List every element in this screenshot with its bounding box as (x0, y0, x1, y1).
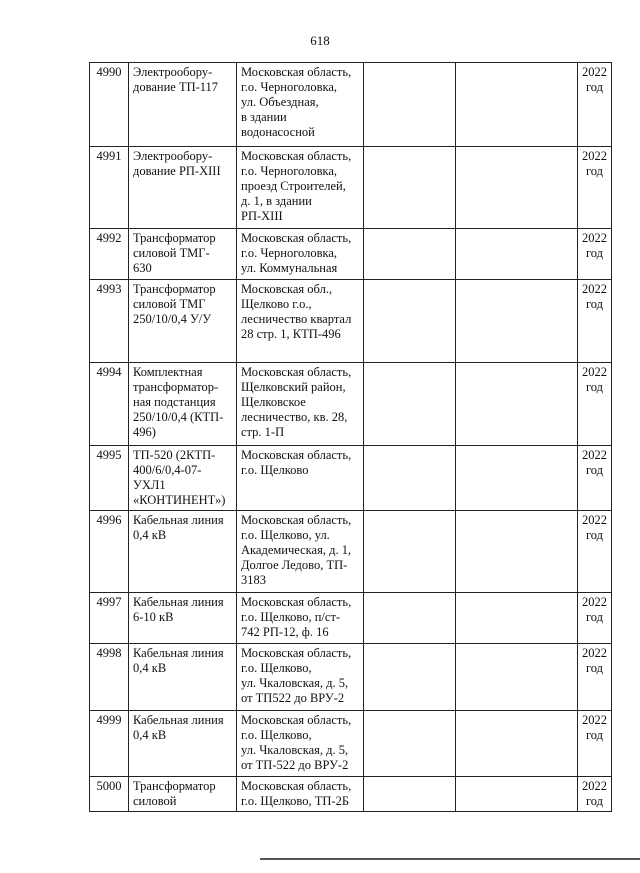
item-year: 2022 год (578, 363, 612, 446)
table-row (90, 777, 612, 812)
footer-rule (260, 858, 640, 860)
empty-cell (364, 593, 456, 644)
empty-cell (456, 446, 578, 511)
item-year: 2022 год (578, 511, 612, 593)
table-row (90, 511, 612, 593)
row-number: 4993 (90, 280, 129, 363)
item-address: Московская область, г.о. Щелково (237, 446, 364, 511)
page-number: 618 (310, 33, 330, 48)
empty-cell (456, 711, 578, 777)
item-address: Московская область, г.о. Черноголовка, проезд Строителей, д. 1, в здании РП-XIII (237, 147, 364, 229)
item-year: 2022 год (578, 63, 612, 147)
row-number: 5000 (90, 777, 129, 812)
item-address: Московская область, г.о. Щелково, п/ст- 742 РП-12, ф. 16 (237, 593, 364, 644)
empty-cell (364, 147, 456, 229)
item-year: 2022 год (578, 593, 612, 644)
item-year: 2022 год (578, 777, 612, 812)
item-year: 2022 год (578, 644, 612, 711)
empty-cell (456, 63, 578, 147)
row-number: 4995 (90, 446, 129, 511)
item-name: ТП-520 (2КТП- 400/6/0,4-07- УХЛ1 «КОНТИНЕНТ») (129, 446, 237, 511)
row-number: 4990 (90, 63, 129, 147)
item-name: Кабельная линия 6-10 кВ (129, 593, 237, 644)
table-row (90, 147, 612, 229)
empty-cell (364, 63, 456, 147)
item-address: Московская область, г.о. Черноголовка, ул. Коммунальная (237, 229, 364, 280)
item-address: Московская область, г.о. Щелково, ул. Чкаловская, д. 5, от ТП522 до ВРУ-2 (237, 644, 364, 711)
item-name: Электрообору- дование РП-XIII (129, 147, 237, 229)
row-number: 4999 (90, 711, 129, 777)
empty-cell (456, 511, 578, 593)
item-year: 2022 год (578, 280, 612, 363)
empty-cell (456, 593, 578, 644)
item-address: Московская область, Щелковский район, Щелковское лесничество, кв. 28, стр. 1-П (237, 363, 364, 446)
empty-cell (456, 147, 578, 229)
table-row (90, 280, 612, 363)
item-year: 2022 год (578, 446, 612, 511)
row-number: 4997 (90, 593, 129, 644)
empty-cell (364, 280, 456, 363)
registry-body (90, 63, 612, 812)
item-name: Трансформатор силовой ТМГ 250/10/0,4 У/У (129, 280, 237, 363)
empty-cell (456, 363, 578, 446)
table-row (90, 229, 612, 280)
empty-cell (364, 446, 456, 511)
empty-cell (364, 644, 456, 711)
table-row (90, 644, 612, 711)
table-row (90, 711, 612, 777)
item-year: 2022 год (578, 147, 612, 229)
item-address: Московская область, г.о. Щелково, ул. Академическая, д. 1, Долгое Ледово, ТП- 3183 (237, 511, 364, 593)
row-number: 4991 (90, 147, 129, 229)
table-row (90, 363, 612, 446)
empty-cell (364, 711, 456, 777)
item-name: Комплектная трансформатор- ная подстанция 250/10/0,4 (КТП- 496) (129, 363, 237, 446)
item-name: Трансформатор силовой ТМГ- 630 (129, 229, 237, 280)
empty-cell (456, 280, 578, 363)
item-name: Кабельная линия 0,4 кВ (129, 711, 237, 777)
item-address: Московская область, г.о. Черноголовка, ул. Объездная, в здании водонасосной (237, 63, 364, 147)
item-address: Московская область, г.о. Щелково, ул. Чкаловская, д. 5, от ТП-522 до ВРУ-2 (237, 711, 364, 777)
row-number: 4998 (90, 644, 129, 711)
row-number: 4992 (90, 229, 129, 280)
empty-cell (364, 777, 456, 812)
empty-cell (456, 229, 578, 280)
item-name: Кабельная линия 0,4 кВ (129, 644, 237, 711)
empty-cell (456, 777, 578, 812)
item-name: Трансформатор силовой (129, 777, 237, 812)
empty-cell (364, 363, 456, 446)
table-row (90, 593, 612, 644)
row-number: 4994 (90, 363, 129, 446)
item-address: Московская область, г.о. Щелково, ТП-2Б (237, 777, 364, 812)
row-number: 4996 (90, 511, 129, 593)
empty-cell (364, 511, 456, 593)
item-address: Московская обл., Щелково г.о., лесничество квартал 28 стр. 1, КТП-496 (237, 280, 364, 363)
empty-cell (364, 229, 456, 280)
table-row (90, 446, 612, 511)
item-name: Кабельная линия 0,4 кВ (129, 511, 237, 593)
registry-table (89, 62, 612, 812)
item-year: 2022 год (578, 229, 612, 280)
item-name: Электрообору- дование ТП-117 (129, 63, 237, 147)
item-year: 2022 год (578, 711, 612, 777)
table-row (90, 63, 612, 147)
empty-cell (456, 644, 578, 711)
